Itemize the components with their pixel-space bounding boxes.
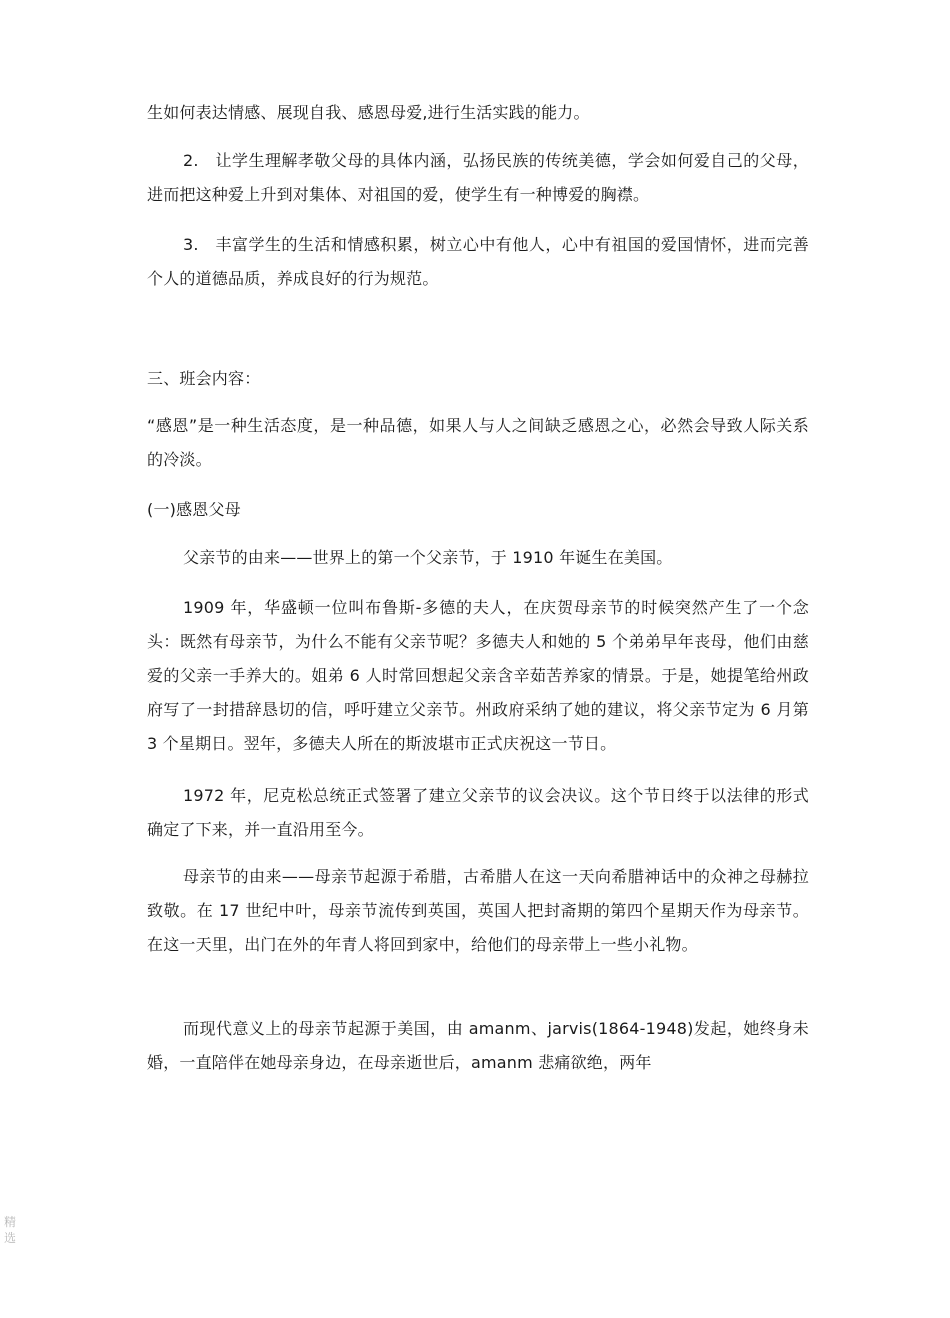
footer-watermark: 精选 — [4, 1215, 17, 1245]
fathers-day-law-paragraph: 1972 年，尼克松总统正式签署了建立父亲节的议会决议。这个节日终于以法律的形式确定了下来，并一直沿用至今。 — [147, 786, 809, 839]
subheading-gratitude-parents: (一)感恩父母 — [147, 500, 241, 519]
gratitude-intro-paragraph: “感恩”是一种生活态度，是一种品德，如果人与人之间缺乏感恩之心，必然会导致人际关系的冷淡。 — [147, 416, 809, 469]
objective-paragraph-continued: 生如何表达情感、展现自我、感恩母爱,进行生活实践的能力。 — [147, 103, 590, 122]
fathers-day-history-paragraph: 1909 年，华盛顿一位叫布鲁斯-多德的夫人，在庆贺母亲节的时候突然产生了一个念头：既然有母亲节，为什么不能有父亲节呢？多德夫人和她的 5 个弟弟早年丧母，他们由慈爱的父亲一手养大的。姐弟 6 人时常回想起父亲含辛茹苦养家的情景。于是，她提笔给州政府写了一封措辞恳切的信，呼吁建立父亲节。州政府采纳了她的建议，将父亲节定为 6 月第 3 个星期日。翌年，多德夫人所在的斯波堪市正式庆祝这一节日。 — [147, 598, 809, 753]
objective-item-2: 2. 让学生理解孝敬父母的具体内涵，弘扬民族的传统美德，学会如何爱自己的父母，进而把这种爱上升到对集体、对祖国的爱，使学生有一种博爱的胸襟。 — [147, 151, 809, 204]
modern-mothers-day-paragraph: 而现代意义上的母亲节起源于美国，由 amanm、jarvis(1864-1948)发起，她终身未婚，一直陪伴在她母亲身边，在母亲逝世后，amanm 悲痛欲绝，两年 — [147, 1019, 809, 1072]
objective-item-3: 3. 丰富学生的生活和情感积累，树立心中有他人，心中有祖国的爱国情怀，进而完善个人的道德品质，养成良好的行为规范。 — [147, 235, 809, 288]
mothers-day-origin-paragraph: 母亲节的由来——母亲节起源于希腊，古希腊人在这一天向希腊神话中的众神之母赫拉致敬。在 17 世纪中叶，母亲节流传到英国，英国人把封斋期的第四个星期天作为母亲节。在这一天里，出门在外的年青人将回到家中，给他们的母亲带上一些小礼物。 — [147, 867, 809, 954]
section-heading: 三、班会内容： — [147, 369, 261, 388]
fathers-day-origin-paragraph: 父亲节的由来——世界上的第一个父亲节，于 1910 年诞生在美国。 — [183, 548, 673, 567]
